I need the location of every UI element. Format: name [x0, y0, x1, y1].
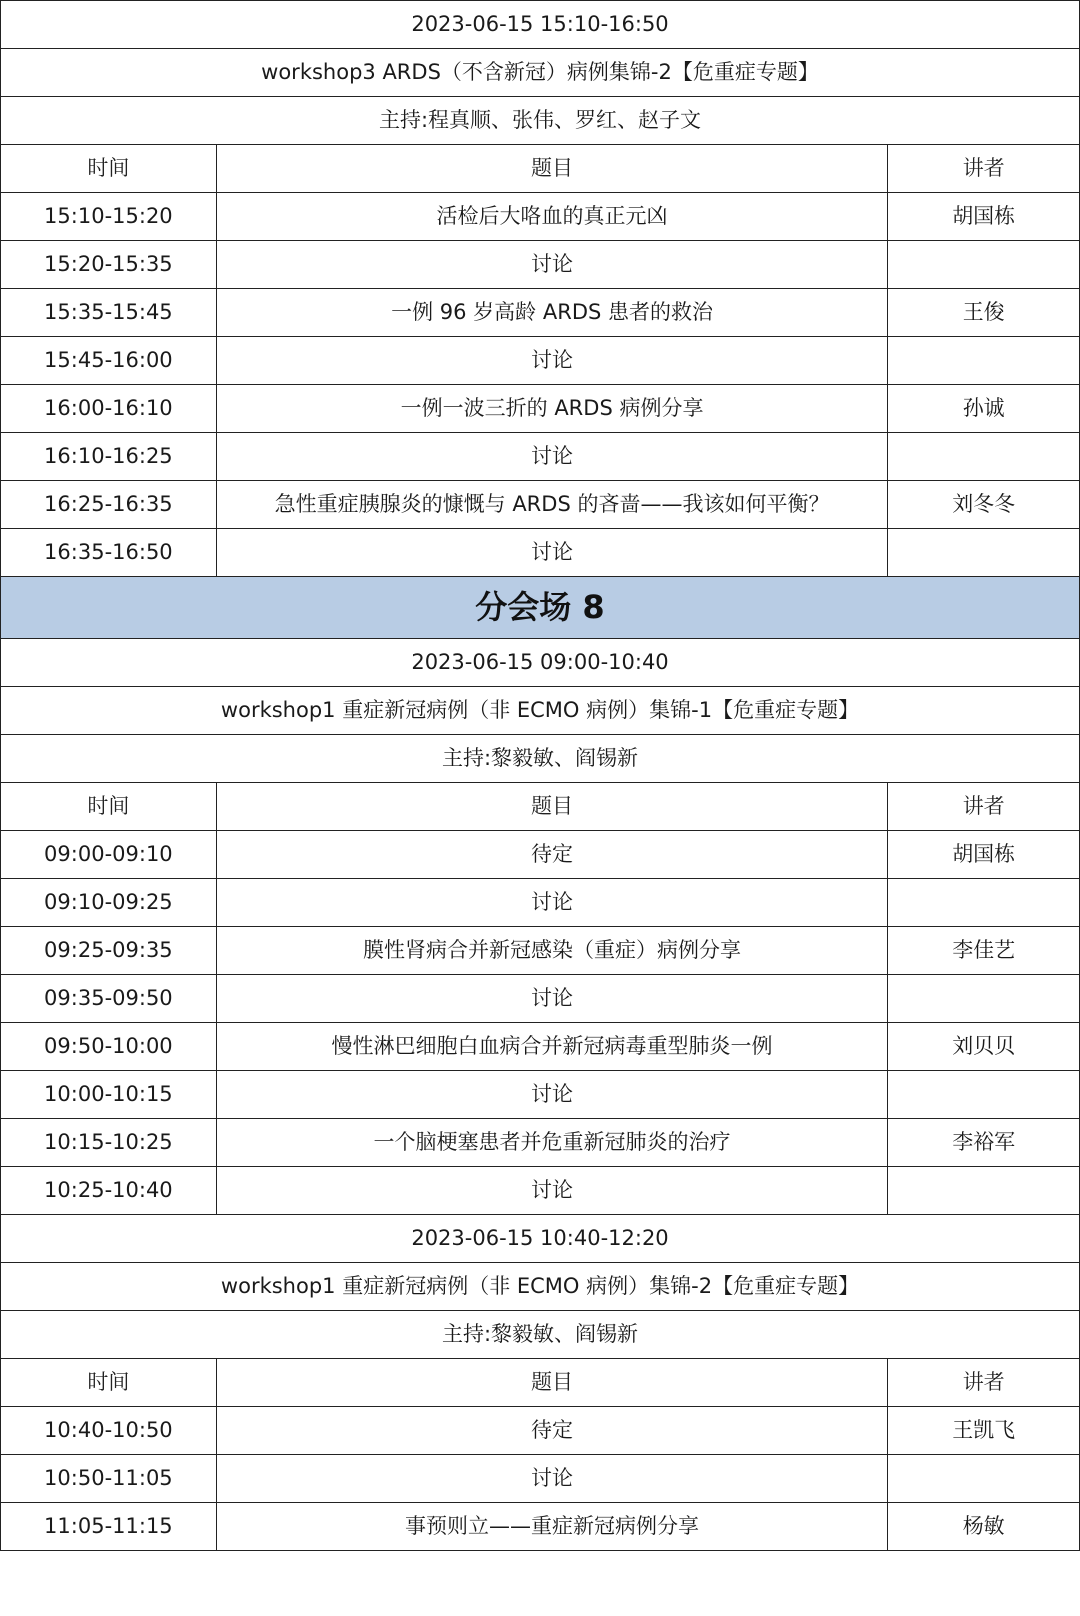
session-date: 2023-06-15 09:00-10:40 — [1, 639, 1080, 687]
schedule-row — [1, 1407, 1080, 1455]
time-cell: 09:25-09:35 — [1, 927, 217, 975]
session-date-row — [1, 639, 1080, 687]
speaker-cell — [888, 1455, 1080, 1503]
topic-cell: 待定 — [216, 1407, 888, 1455]
topic-cell: 讨论 — [216, 1071, 888, 1119]
schedule-row — [1, 879, 1080, 927]
time-cell: 10:40-10:50 — [1, 1407, 217, 1455]
speaker-column-header: 讲者 — [888, 783, 1080, 831]
speaker-cell — [888, 879, 1080, 927]
time-cell: 15:45-16:00 — [1, 337, 217, 385]
time-cell: 15:35-15:45 — [1, 289, 217, 337]
speaker-cell — [888, 529, 1080, 577]
topic-cell: 讨论 — [216, 1455, 888, 1503]
session-host: 主持:程真顺、张伟、罗红、赵子文 — [1, 97, 1080, 145]
schedule-row — [1, 831, 1080, 879]
time-column-header: 时间 — [1, 783, 217, 831]
topic-cell: 一例 96 岁高龄 ARDS 患者的救治 — [216, 289, 888, 337]
time-cell: 09:50-10:00 — [1, 1023, 217, 1071]
speaker-cell: 刘冬冬 — [888, 481, 1080, 529]
session-host-row — [1, 97, 1080, 145]
schedule-row — [1, 529, 1080, 577]
time-cell: 09:10-09:25 — [1, 879, 217, 927]
time-cell: 16:00-16:10 — [1, 385, 217, 433]
topic-column-header: 题目 — [216, 783, 888, 831]
schedule-row — [1, 1503, 1080, 1551]
time-cell: 15:10-15:20 — [1, 193, 217, 241]
speaker-cell: 胡国栋 — [888, 831, 1080, 879]
time-column-header: 时间 — [1, 1359, 217, 1407]
session-host-row — [1, 1311, 1080, 1359]
time-column-header: 时间 — [1, 145, 217, 193]
time-cell: 15:20-15:35 — [1, 241, 217, 289]
time-cell: 10:15-10:25 — [1, 1119, 217, 1167]
schedule-row — [1, 193, 1080, 241]
topic-cell: 一个脑梗塞患者并危重新冠肺炎的治疗 — [216, 1119, 888, 1167]
schedule-row — [1, 337, 1080, 385]
topic-cell: 慢性淋巴细胞白血病合并新冠病毒重型肺炎一例 — [216, 1023, 888, 1071]
topic-cell: 讨论 — [216, 433, 888, 481]
schedule-row — [1, 385, 1080, 433]
schedule-row — [1, 241, 1080, 289]
session-title: workshop1 重症新冠病例（非 ECMO 病例）集锦-2【危重症专题】 — [1, 1263, 1080, 1311]
topic-cell: 讨论 — [216, 529, 888, 577]
speaker-cell — [888, 1071, 1080, 1119]
schedule-row — [1, 289, 1080, 337]
schedule-row — [1, 481, 1080, 529]
speaker-cell — [888, 241, 1080, 289]
speaker-cell — [888, 337, 1080, 385]
topic-cell: 待定 — [216, 831, 888, 879]
speaker-cell: 王俊 — [888, 289, 1080, 337]
session-date: 2023-06-15 10:40-12:20 — [1, 1215, 1080, 1263]
schedule-row — [1, 1071, 1080, 1119]
session-date-row — [1, 1, 1080, 49]
speaker-cell: 刘贝贝 — [888, 1023, 1080, 1071]
topic-cell: 活检后大咯血的真正元凶 — [216, 193, 888, 241]
topic-cell: 讨论 — [216, 975, 888, 1023]
column-header-row — [1, 783, 1080, 831]
topic-cell: 讨论 — [216, 337, 888, 385]
hall-title: 分会场 8 — [1, 577, 1080, 639]
topic-cell: 一例一波三折的 ARDS 病例分享 — [216, 385, 888, 433]
speaker-cell — [888, 1167, 1080, 1215]
speaker-cell: 王凯飞 — [888, 1407, 1080, 1455]
schedule-row — [1, 975, 1080, 1023]
time-cell: 09:35-09:50 — [1, 975, 217, 1023]
time-cell: 10:50-11:05 — [1, 1455, 217, 1503]
time-cell: 16:35-16:50 — [1, 529, 217, 577]
schedule-row — [1, 433, 1080, 481]
session-host: 主持:黎毅敏、阎锡新 — [1, 735, 1080, 783]
session-date: 2023-06-15 15:10-16:50 — [1, 1, 1080, 49]
schedule-row — [1, 927, 1080, 975]
time-cell: 10:00-10:15 — [1, 1071, 217, 1119]
session-title: workshop3 ARDS（不含新冠）病例集锦-2【危重症专题】 — [1, 49, 1080, 97]
speaker-cell: 胡国栋 — [888, 193, 1080, 241]
speaker-cell — [888, 433, 1080, 481]
hall-title-row — [1, 577, 1080, 639]
speaker-cell: 孙诚 — [888, 385, 1080, 433]
topic-cell: 讨论 — [216, 879, 888, 927]
session-date-row — [1, 1215, 1080, 1263]
session-title-row — [1, 687, 1080, 735]
speaker-cell: 李佳艺 — [888, 927, 1080, 975]
session-title-row — [1, 1263, 1080, 1311]
speaker-cell: 李裕军 — [888, 1119, 1080, 1167]
session-title-row — [1, 49, 1080, 97]
speaker-cell — [888, 975, 1080, 1023]
topic-cell: 讨论 — [216, 1167, 888, 1215]
topic-cell: 膜性肾病合并新冠感染（重症）病例分享 — [216, 927, 888, 975]
schedule-body — [1, 1, 1080, 1551]
speaker-column-header: 讲者 — [888, 145, 1080, 193]
time-cell: 09:00-09:10 — [1, 831, 217, 879]
schedule-row — [1, 1167, 1080, 1215]
column-header-row — [1, 145, 1080, 193]
time-cell: 16:10-16:25 — [1, 433, 217, 481]
time-cell: 10:25-10:40 — [1, 1167, 217, 1215]
topic-cell: 讨论 — [216, 241, 888, 289]
speaker-cell: 杨敏 — [888, 1503, 1080, 1551]
schedule-row — [1, 1023, 1080, 1071]
topic-cell: 事预则立——重症新冠病例分享 — [216, 1503, 888, 1551]
schedule-row — [1, 1119, 1080, 1167]
speaker-column-header: 讲者 — [888, 1359, 1080, 1407]
session-title: workshop1 重症新冠病例（非 ECMO 病例）集锦-1【危重症专题】 — [1, 687, 1080, 735]
time-cell: 16:25-16:35 — [1, 481, 217, 529]
topic-cell: 急性重症胰腺炎的慷慨与 ARDS 的吝啬——我该如何平衡？ — [216, 481, 888, 529]
time-cell: 11:05-11:15 — [1, 1503, 217, 1551]
schedule-row — [1, 1455, 1080, 1503]
topic-column-header: 题目 — [216, 145, 888, 193]
column-header-row — [1, 1359, 1080, 1407]
topic-column-header: 题目 — [216, 1359, 888, 1407]
session-host-row — [1, 735, 1080, 783]
session-host: 主持:黎毅敏、阎锡新 — [1, 1311, 1080, 1359]
